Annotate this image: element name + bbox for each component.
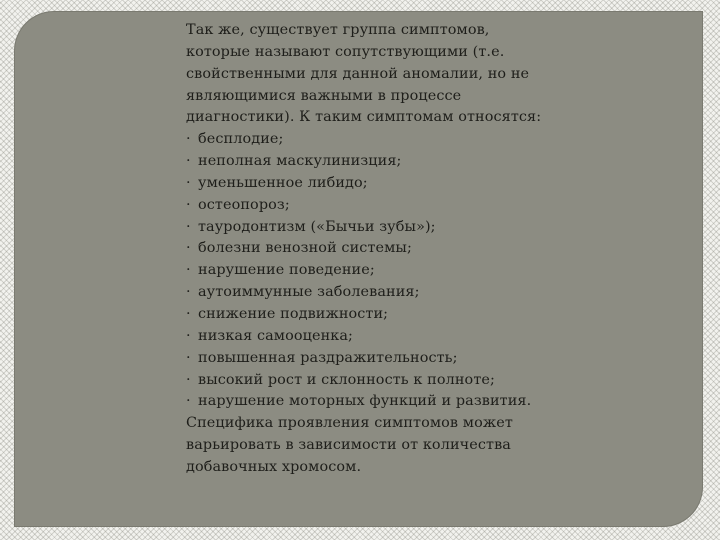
- list-item-text: болезни венозной системы;: [198, 240, 412, 257]
- list-item: [186, 260, 546, 282]
- list-item-text: тауродонтизм («Бычьи зубы»);: [198, 218, 436, 235]
- list-item-text: нарушение моторных функций и развития.: [198, 393, 532, 410]
- list-item-text: неполная маскулинизция;: [198, 153, 402, 170]
- list-item-text: аутоиммунные заболевания;: [198, 284, 420, 301]
- bullet-icon: ·: [186, 305, 191, 322]
- bullet-icon: ·: [186, 349, 191, 366]
- bullet-icon: ·: [186, 262, 191, 279]
- bullet-icon: ·: [186, 196, 191, 213]
- list-item-text: повышенная раздражительность;: [198, 349, 458, 366]
- list-item: [186, 348, 546, 370]
- slide-text-block: [186, 20, 546, 479]
- list-item-text: бесплодие;: [198, 131, 284, 148]
- list-item: [186, 238, 546, 260]
- list-item-text: остеопороз;: [198, 196, 290, 213]
- bullet-icon: ·: [186, 371, 191, 388]
- list-item-text: нарушение поведение;: [198, 262, 375, 279]
- list-item: [186, 282, 546, 304]
- bullet-icon: ·: [186, 131, 191, 148]
- conclusion-paragraph: Специфика проявления симптомов может варьировать в зависимости от количества добавочных хромосом.: [186, 415, 513, 475]
- list-item: [186, 173, 546, 195]
- list-item: [186, 326, 546, 348]
- list-item: [186, 217, 546, 239]
- bullet-icon: ·: [186, 284, 191, 301]
- bullet-icon: ·: [186, 240, 191, 257]
- intro-paragraph: Так же, существует группа симптомов, которые называют сопутствующими (т.е. свойственными для данной аномалии, но не являющимися важными в процессе диагностики). К таким симптомам относятся:: [186, 22, 542, 126]
- bullet-icon: ·: [186, 327, 191, 344]
- list-item: [186, 391, 546, 413]
- list-item-text: снижение подвижности;: [198, 305, 389, 322]
- list-item: [186, 129, 546, 151]
- bullet-icon: ·: [186, 393, 191, 410]
- list-item: [186, 370, 546, 392]
- list-item-text: высокий рост и склонность к полноте;: [198, 371, 495, 388]
- list-item: [186, 195, 546, 217]
- bullet-icon: ·: [186, 174, 191, 191]
- symptom-list: [186, 129, 546, 413]
- list-item-text: низкая самооценка;: [198, 327, 354, 344]
- list-item-text: уменьшенное либидо;: [198, 174, 368, 191]
- bullet-icon: ·: [186, 218, 191, 235]
- list-item: [186, 151, 546, 173]
- list-item: [186, 304, 546, 326]
- bullet-icon: ·: [186, 153, 191, 170]
